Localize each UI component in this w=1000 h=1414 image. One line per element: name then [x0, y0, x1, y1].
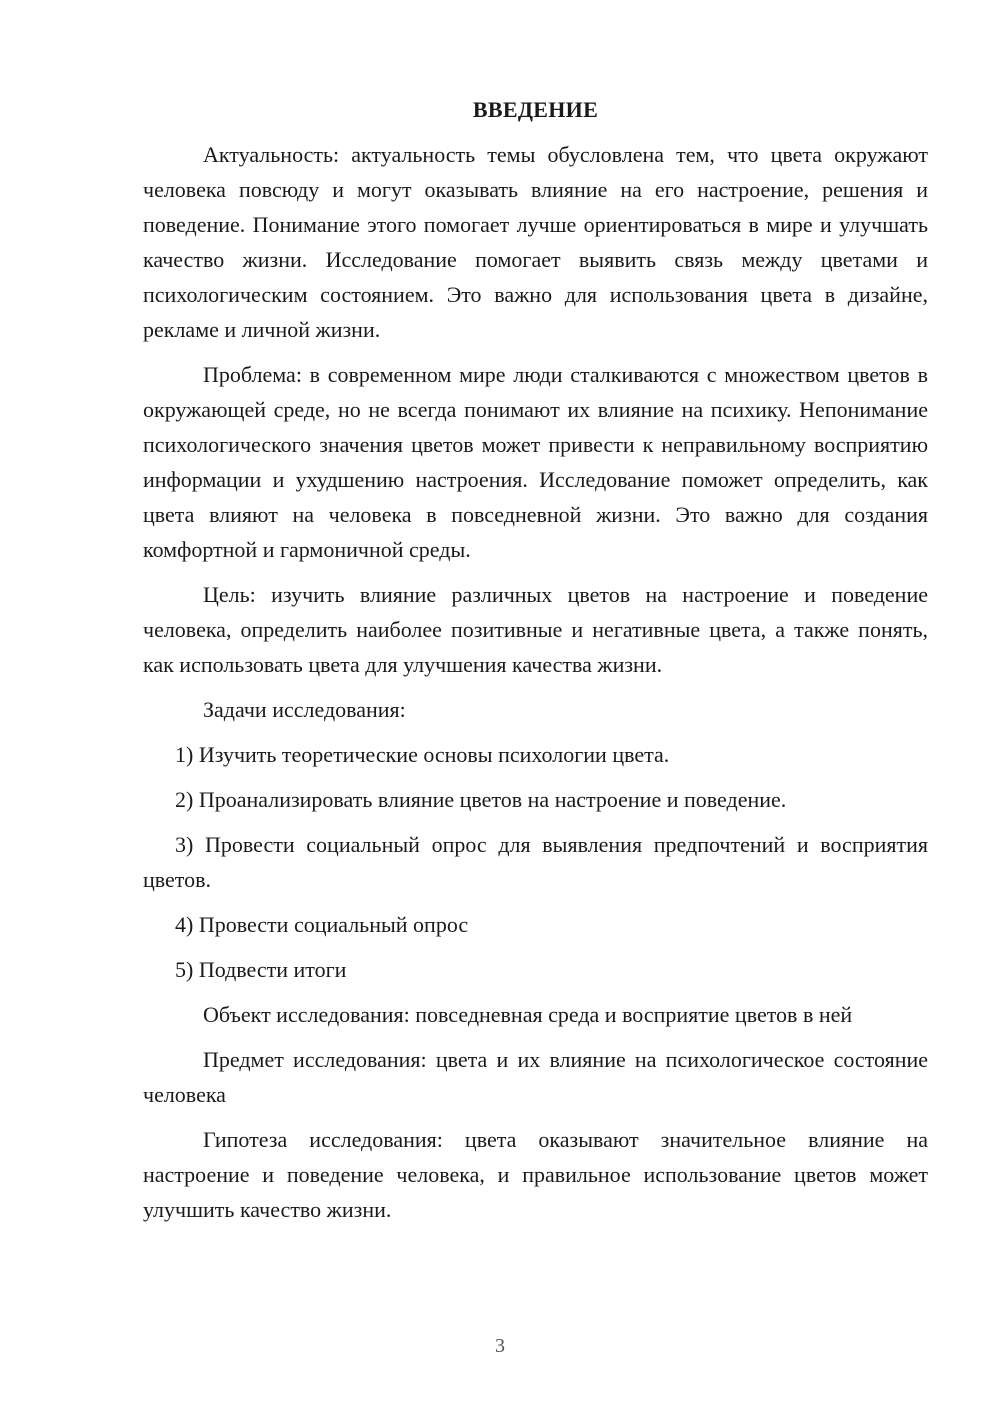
problem-paragraph: Проблема: в современном мире люди сталкиваются с множеством цветов в окружающей среде, но не всегда понимают их влияние на психику. Непонимание психологического значения цветов может привести к неправильному восприятию информации и ухудшению настроения. Исследование поможет определить, как цвета влияют на человека в повседневной жизни. Это важно для создания комфортной и гармоничной среды.	[143, 362, 928, 562]
section-title: ВВЕДЕНИЕ	[472, 97, 599, 122]
object-paragraph: Объект исследования: повседневная среда и восприятие цветов в ней	[203, 1002, 853, 1027]
task-item-1: 1) Изучить теоретические основы психологии цвета.	[175, 742, 670, 767]
page-number	[0, 1334, 1000, 1358]
task-item-2: 2) Проанализировать влияние цветов на настроение и поведение.	[175, 787, 787, 812]
hypothesis-paragraph: Гипотеза исследования: цвета оказывают значительное влияние на настроение и поведение человека, и правильное использование цветов может улучшить качество жизни.	[143, 1127, 928, 1222]
page-content	[143, 95, 928, 1237]
task-item-3: 3) Провести социальный опрос для выявления предпочтений и восприятия цветов.	[143, 832, 928, 892]
relevance-paragraph: Актуальность: актуальность темы обусловлена тем, что цвета окружают человека повсюду и могут оказывать влияние на его настроение, решения и поведение. Понимание этого помогает лучше ориентироваться в мире и улучшать качество жизни. Исследование помогает выявить связь между цветами и психологическим состоянием. Это важно для использования цвета в дизайне, рекламе и личной жизни.	[143, 142, 928, 342]
tasks-heading: Задачи исследования:	[203, 697, 406, 722]
task-item-4: 4) Провести социальный опрос	[175, 912, 469, 937]
goal-paragraph: Цель: изучить влияние различных цветов на настроение и поведение человека, определить наиболее позитивные и негативные цвета, а также понять, как использовать цвета для улучшения качества жизни.	[143, 582, 928, 677]
subject-paragraph: Предмет исследования: цвета и их влияние на психологическое состояние человека	[143, 1047, 928, 1107]
page-number-label: 3	[495, 1335, 505, 1357]
task-item-5: 5) Подвести итоги	[175, 957, 347, 982]
